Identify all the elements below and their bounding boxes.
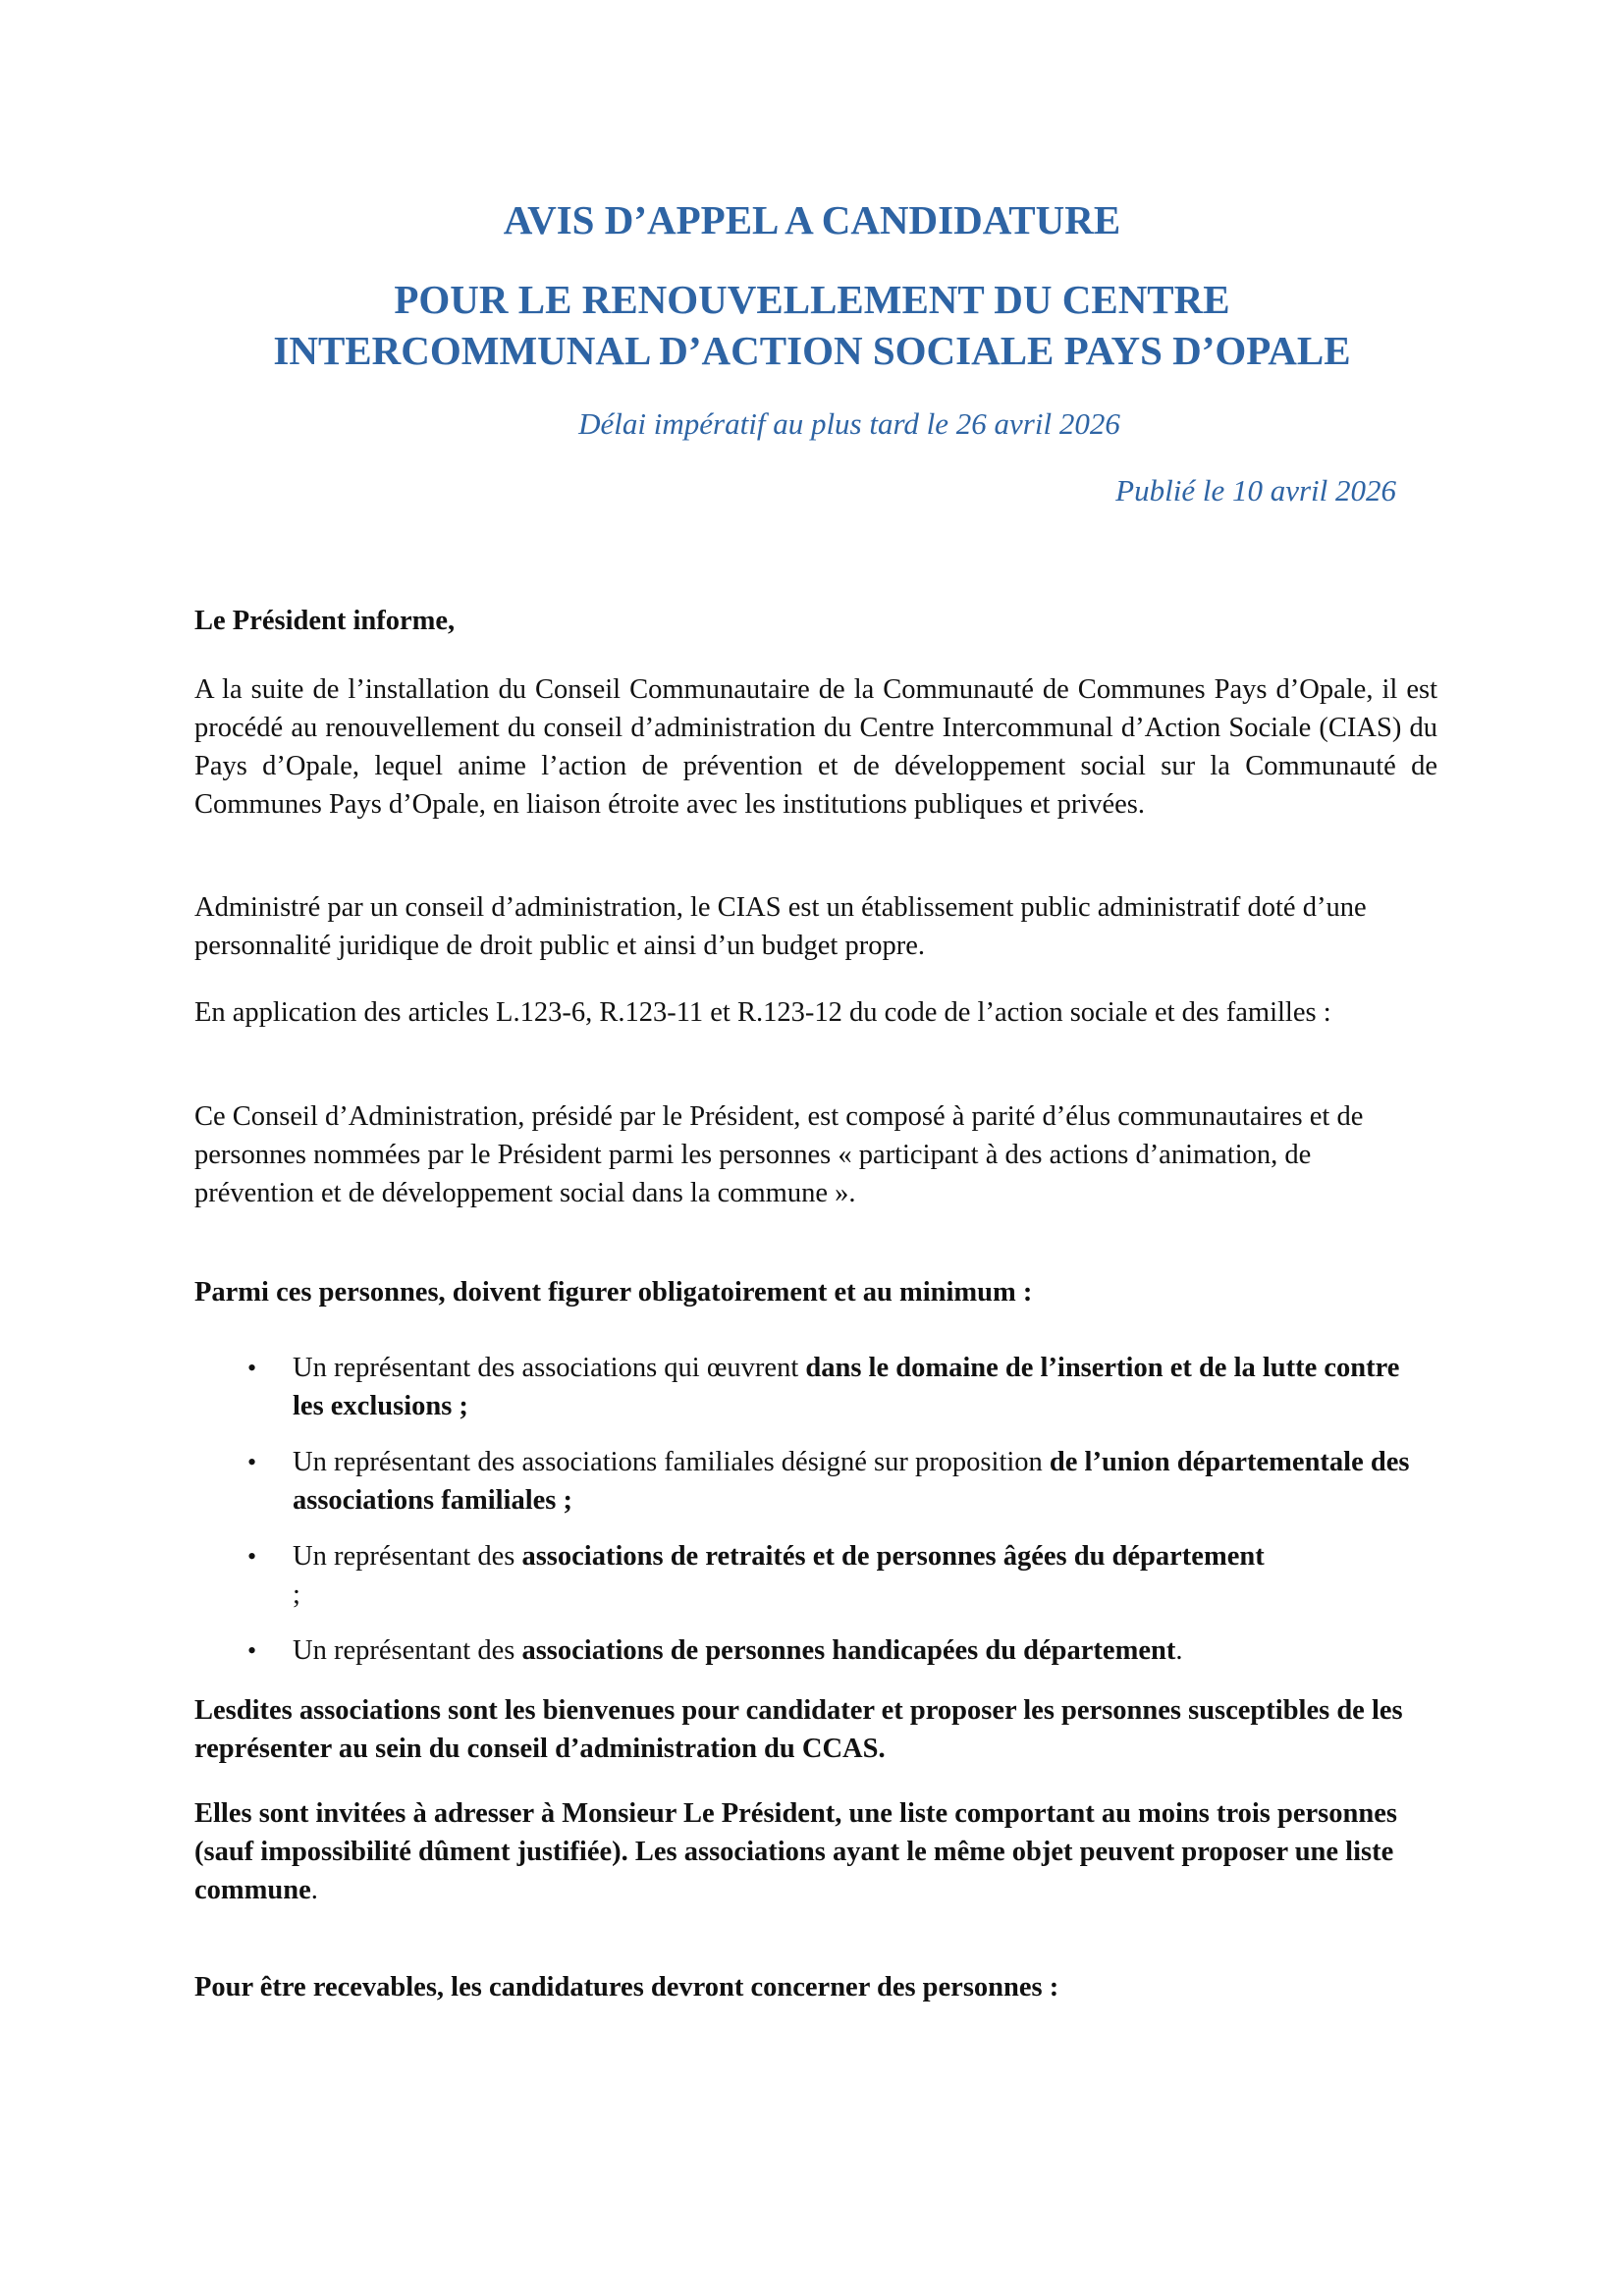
bullet-icon: • [247,1542,257,1571]
paragraph-list-submission-tail: . [310,1875,318,1905]
list-item-normal: Un représentant des associations qui œuvrent [293,1353,806,1383]
list-item-text [293,1443,1437,1520]
greeting: Le Président informe, [194,606,456,636]
list-item-bold: associations de retraités et de personnes âgées du département [521,1541,1265,1572]
bullet-icon: • [247,1448,257,1476]
list-item-tail: ; [293,1579,300,1610]
deadline-notice: Délai impératif au plus tard le 26 avril 2026 [578,406,1120,441]
list-item-bold: dans le domaine de l’insertion et de la lutte contre les exclusions ; [293,1353,1400,1421]
list-item-bold: associations de personnes handicapées du département [521,1635,1176,1666]
paragraph-administration: Administré par un conseil d’administration, le CIAS est un établissement public administratif doté d’une personnalité juridique de droit public et ainsi d’un budget propre. [194,892,1367,961]
list-item-text [293,1631,1437,1670]
bullet-icon: • [247,1636,257,1665]
closing-heading: Pour être recevables, les candidatures devront concerner des personnes : [194,1972,1059,2002]
publication-date: Publié le 10 avril 2026 [1115,473,1396,507]
paragraph-list-submission-bold: Elles sont invitées à adresser à Monsieur Le Président, une liste comportant au moins trois personnes (sauf impossibilité dûment justifiée). Les associations ayant le même objet peuvent proposer une liste commune [194,1798,1397,1905]
document-subtitle [0,274,1624,376]
subtitle-line-2: INTERCOMMUNAL D’ACTION SOCIALE PAYS D’OPALE [273,328,1351,373]
paragraph-legal-basis: En application des articles L.123-6, R.123-11 et R.123-12 du code de l’action sociale et des familles : [194,997,1331,1028]
bullet-icon: • [247,1354,257,1382]
paragraph-associations-welcome: Lesdites associations sont les bienvenues pour candidater et proposer les personnes susceptibles de les représenter au sein du conseil d’administration du CCAS. [194,1695,1403,1764]
list-heading: Parmi ces personnes, doivent figurer obligatoirement et au minimum : [194,1277,1033,1308]
list-item-normal: Un représentant des associations familiales désigné sur proposition [293,1447,1050,1477]
list-item-normal: Un représentant des [293,1635,522,1666]
list-item-text [293,1537,1274,1614]
list-item-normal: Un représentant des [293,1541,522,1572]
paragraph-list-submission [194,1794,1412,1909]
subtitle-line-1: POUR LE RENOUVELLEMENT DU CENTRE [394,277,1230,322]
list-item-tail: . [1175,1635,1183,1666]
list-item-bold: de l’union départementale des associations familiales ; [293,1447,1410,1516]
list-item-text [293,1349,1437,1425]
paragraph-council-composition: Ce Conseil d’Administration, présidé par le Président, est composé à parité d’élus communautaires et de personnes nommées par le Président parmi les personnes « participant à des actions d’animation, de prévention et de développement social dans la commune ». [194,1101,1364,1208]
paragraph-intro: A la suite de l’installation du Conseil Communautaire de la Communauté de Communes Pays d’Opale, il est procédé au renouvellement du conseil d’administration du Centre Intercommunal d’Action Sociale (CIAS) du Pays d’Opale, lequel anime l’action de prévention et de développement social sur la Communauté de Communes Pays d’Opale, en liaison étroite avec les institutions publiques et privées. [194,674,1437,820]
document-title: AVIS D’APPEL A CANDIDATURE [503,197,1121,242]
